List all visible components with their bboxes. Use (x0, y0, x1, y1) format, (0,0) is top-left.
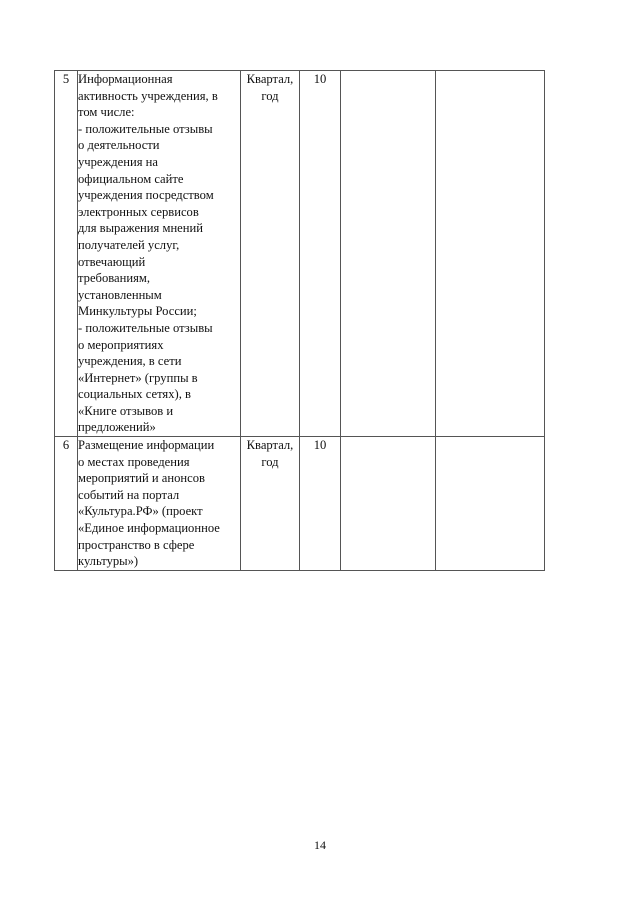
name-line: официальном сайте (78, 171, 184, 186)
name-line: электронных сервисов (78, 204, 199, 219)
name-line: Минкультуры России; (78, 304, 197, 319)
name-line: - положительные отзывы (78, 320, 213, 335)
name-line: установленным (78, 287, 162, 302)
name-line: учреждения, в сети (78, 354, 182, 369)
empty-cell (341, 71, 436, 437)
name-line: «Единое информационное (78, 521, 220, 536)
period-line: Квартал, (246, 438, 294, 453)
page-number: 14 (314, 838, 326, 852)
empty-cell (436, 437, 545, 571)
row-number: 6 (55, 437, 78, 571)
period-line: год (261, 88, 279, 103)
name-line: «Книге отзывов и (78, 403, 174, 418)
name-line: культуры») (78, 554, 139, 569)
name-line: «Интернет» (группы в (78, 370, 198, 385)
period-line: год (261, 454, 279, 469)
name-line: учреждения посредством (78, 188, 214, 203)
criterion-name (78, 437, 241, 571)
name-line: социальных сетях), в (78, 387, 191, 402)
name-line: пространство в сфере (78, 537, 195, 552)
name-line: «Культура.РФ» (проект (78, 504, 203, 519)
period-line: Квартал, (246, 72, 294, 86)
name-line: требованиям, (78, 271, 151, 286)
name-line: предложений» (78, 420, 156, 435)
table-row (55, 437, 545, 571)
empty-cell (436, 71, 545, 437)
table-row (55, 71, 545, 437)
criteria-table (54, 70, 545, 571)
criterion-name (78, 71, 241, 437)
name-line: о деятельности (78, 138, 160, 153)
empty-cell (341, 437, 436, 571)
name-line: Размещение информации (78, 438, 215, 453)
name-line: для выражения мнений (78, 221, 203, 236)
name-line: о мероприятиях (78, 337, 164, 352)
score-cell: 10 (300, 71, 341, 437)
name-line: учреждения на (78, 154, 158, 169)
name-line: активность учреждения, в (78, 88, 218, 103)
period-cell (241, 71, 300, 437)
name-line: получателей услуг, (78, 237, 180, 252)
name-line: том числе: (78, 105, 135, 120)
period-cell (241, 437, 300, 571)
name-line: о местах проведения (78, 454, 190, 469)
name-line: Информационная (78, 72, 173, 86)
name-line: мероприятий и анонсов (78, 471, 205, 486)
name-line: - положительные отзывы (78, 121, 213, 136)
name-line: отвечающий (78, 254, 146, 269)
row-number: 5 (55, 71, 78, 437)
name-line: событий на портал (78, 487, 180, 502)
score-cell: 10 (300, 437, 341, 571)
